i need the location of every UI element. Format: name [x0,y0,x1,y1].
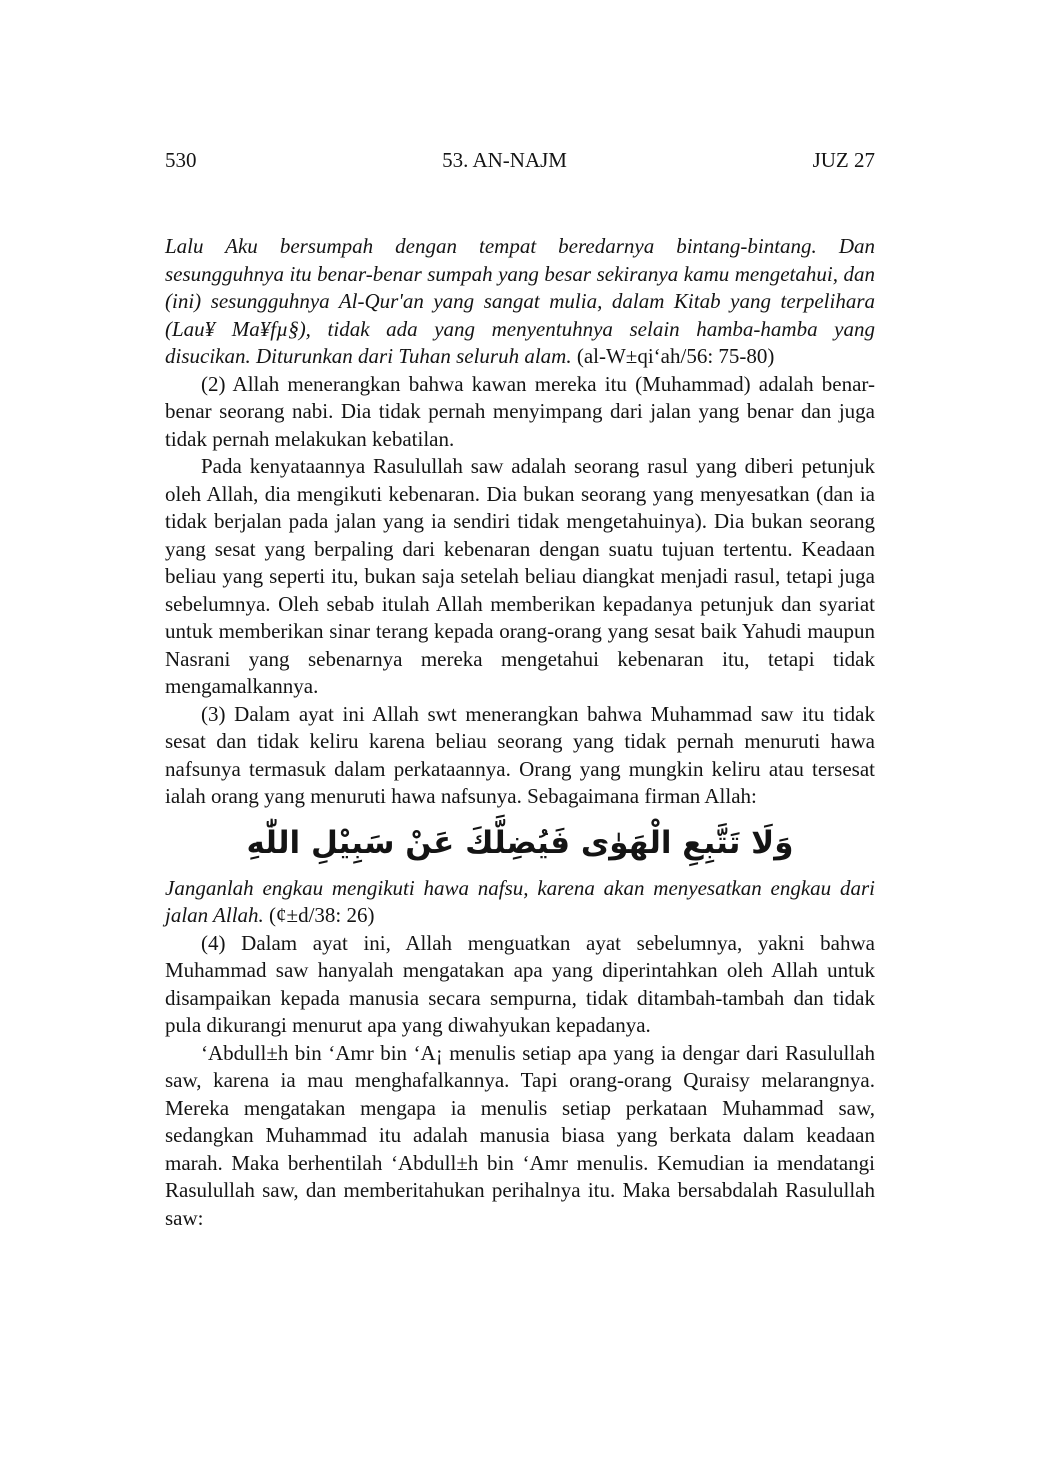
tafsir-point-2: (2) Allah menerangkan bahwa kawan mereka itu (Muhammad) adalah benar-benar seorang nabi. Dia tidak pernah menyimpang dari jalan yang benar dan juga tidak pernah melakukan kebatilan. [165,371,875,451]
tafsir-point-4: (4) Dalam ayat ini, Allah menguatkan ayat sebelumnya, yakni bahwa Muhammad saw hanyalah mengatakan apa yang diperintahkan oleh Allah untuk disampaikan kepada manusia secara sempurna, tidak ditambah-tambah dan tidak pula dikurangi menurut apa yang diwahyukan kepadanya. [165,930,875,1037]
translation-text: Lalu Aku bersumpah dengan tempat beredarnya bintang-bintang. Dan sesungguhnya itu benar-benar sumpah yang besar sekiranya kamu mengetahui, dan (ini) sesungguhnya Al-Qur'an yang sangat mulia, dalam Kitab yang terpelihara (Lau¥ Ma¥fµ§), tidak ada yang menyentuhnya selain hamba-hamba yang disucikan. Diturunkan dari Tuhan seluruh alam. [165,234,875,368]
arabic-calligraphy-verse: وَلَا تَتَّبِعِ الْهَوٰى فَيُضِلَّكَ عَنْ سَبِيْلِ اللّٰهِ [246,824,794,861]
tafsir-point-4-continuation: ‘Abdull±h bin ‘Amr bin ‘A¡ menulis setiap apa yang ia dengar dari Rasulullah saw, karena ia mau menghafalkannya. Tapi orang-orang Quraisy melarangnya. Mereka mengatakan mengapa ia menulis setiap perkataan Muhammad saw, sedangkan Muhammad itu adalah manusia biasa yang berkata dalam keadaan marah. Maka berhentilah ‘Abdull±h bin ‘Amr menulis. Kemudian ia mendatangi Rasulullah saw, dan memberitahukan perihalnya itu. Maka bersabdalah Rasulullah saw: [165,1040,875,1230]
juz-label: JUZ 27 [812,148,875,172]
quran-translation-waqiah [165,233,875,371]
verse-reference: (¢±d/38: 26) [269,903,375,927]
page-number: 530 [165,148,197,172]
surah-title: 53. AN-NAJM [442,148,567,172]
page-header [165,147,875,174]
page-body [165,233,875,1232]
quran-translation-sad [165,875,875,930]
verse-reference: (al-W±qi‘ah/56: 75-80) [576,344,775,368]
tafsir-point-2-continuation: Pada kenyataannya Rasulullah saw adalah seorang rasul yang diberi petunjuk oleh Allah, dia mengikuti kebenaran. Dia bukan seorang yang menyesatkan (dan ia tidak berjalan pada jalan yang ia sendiri tidak mengetahuinya). Dia bukan seorang yang sesat yang berpaling dari kebenaran dengan suatu tujuan tertentu. Keadaan beliau yang seperti itu, bukan saja setelah beliau diangkat menjadi rasul, tetapi juga sebelumnya. Oleh sebab itulah Allah memberikan kepadanya petunjuk dan syariat untuk memberikan sinar terang kepada orang-orang yang sesat baik Yahudi maupun Nasrani yang sebenarnya mereka mengetahui kebenaran itu, tetapi tidak mengamalkannya. [165,454,875,698]
translation-text: Janganlah engkau mengikuti hawa nafsu, karena akan menyesatkan engkau dari jalan Allah. [165,875,875,927]
tafsir-point-3: (3) Dalam ayat ini Allah swt menerangkan bahwa Muhammad saw itu tidak sesat dan tidak keliru karena beliau seorang yang tidak pernah menuruti hawa nafsunya termasuk dalam perkataannya. Orang yang mungkin keliru atau tersesat ialah orang yang menuruti hawa nafsunya. Sebagaimana firman Allah: [165,701,875,808]
